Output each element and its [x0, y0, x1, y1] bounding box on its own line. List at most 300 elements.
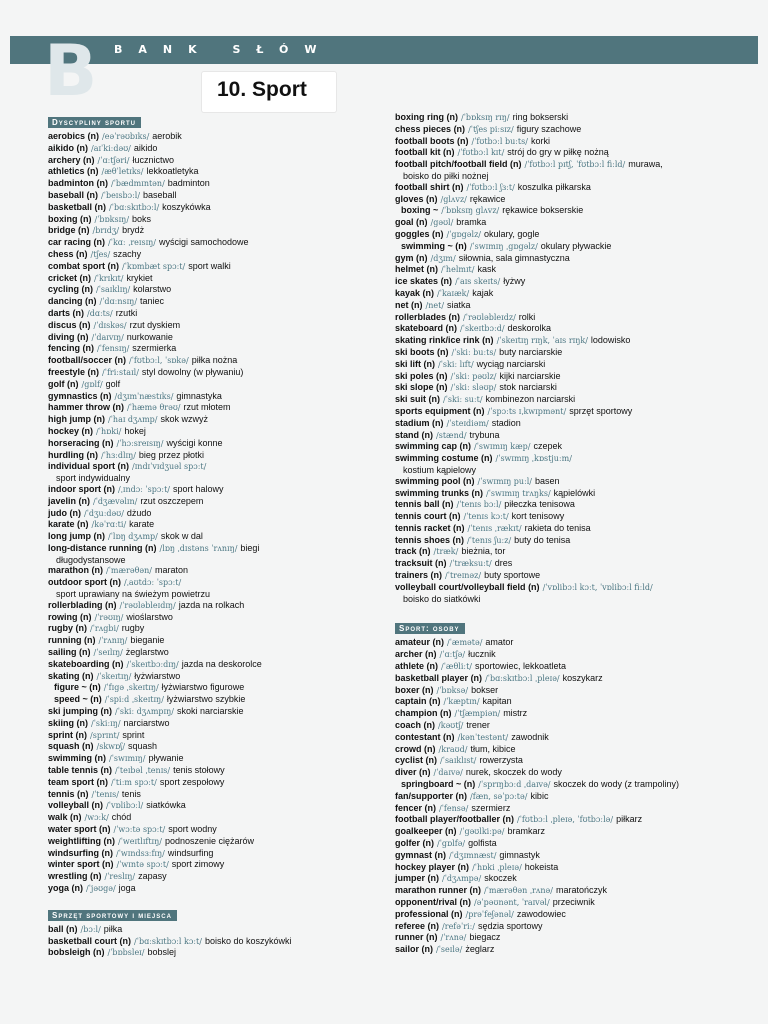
entry-part-of-speech: (n)	[445, 323, 458, 334]
entry-pronunciation: /ˈspɔːts ɪˌkwɪpmənt/	[487, 406, 567, 416]
entry-pronunciation: /net/	[425, 300, 445, 310]
entry-word: football pitch/football field	[395, 159, 508, 170]
entry-translation-continued: sport indywidualny	[56, 473, 131, 484]
entry-word: wrestling	[48, 871, 88, 882]
entry-part-of-speech: (n)	[79, 319, 91, 330]
entry-part-of-speech: (n)	[70, 812, 82, 823]
entry-part-of-speech: (n)	[442, 499, 454, 510]
entry-part-of-speech: (n)	[423, 720, 436, 731]
entry-part-of-speech: (n)	[93, 531, 106, 542]
entry-pronunciation: /ˈdɪskəs/	[93, 320, 127, 330]
entry-word: aerobics	[48, 131, 86, 141]
entry-pronunciation: /ˈkrɪkɪt/	[94, 273, 124, 283]
entry-word: football player/footballer	[395, 814, 501, 825]
vocab-entry	[48, 883, 378, 895]
entry-translation: rzut młotem	[183, 402, 231, 413]
entry-pronunciation: /ˈtenɪs ʃuːz/	[467, 535, 512, 545]
entry-pronunciation: /ˈæmətə/	[447, 638, 483, 648]
vocab-entry	[395, 335, 740, 347]
entry-translation: trener	[466, 720, 490, 731]
entry-part-of-speech: (n)	[449, 511, 461, 522]
entry-translation: skok w dal	[160, 531, 203, 542]
entry-pronunciation: /aɪˈkiːdəʊ/	[91, 143, 131, 153]
entry-pronunciation: /dʒɪmˈnæstɪks/	[114, 391, 174, 401]
entry-pronunciation: /ˈsaɪklɪŋ/	[96, 285, 131, 295]
entry-pronunciation: /fæn, səˈpɔːtə/	[470, 791, 528, 801]
entry-pronunciation: /ˌɪndɔː ˈspɔːt/	[118, 484, 170, 494]
vocab-entry	[48, 741, 378, 753]
entry-word: rugby	[48, 623, 74, 634]
entry-translation: buty do tenisa	[514, 534, 571, 545]
vocab-entry	[395, 394, 740, 406]
vocab-entry	[48, 824, 378, 836]
entry-word: fencer	[395, 802, 423, 813]
section-sprzet-continued	[395, 112, 740, 604]
entry-part-of-speech: (n)	[66, 923, 78, 934]
entry-pronunciation: /dɑːts/	[87, 308, 113, 318]
entry-pronunciation: /ˈgɒlfə/	[437, 839, 466, 849]
entry-part-of-speech: (n)	[76, 142, 89, 153]
entry-translation: biegi	[240, 542, 260, 553]
entry-pronunciation: /ˈseɪlə/	[436, 945, 463, 955]
entry-pronunciation: /dʒɪm/	[430, 253, 456, 263]
entry-translation-continued: boisko do piłki nożnej	[403, 170, 489, 181]
vocab-entry	[48, 800, 378, 812]
entry-part-of-speech: (n)	[85, 296, 97, 307]
entry-translation: lodowisko	[590, 335, 631, 346]
entry-word: bobsleigh	[48, 947, 91, 958]
entry-part-of-speech: (n)	[435, 558, 447, 569]
vocab-entry	[395, 696, 740, 708]
vocab-entry	[48, 237, 378, 249]
vocab-entry	[48, 426, 378, 438]
entry-word: skating rink/ice rink	[395, 335, 480, 346]
vocab-entry	[395, 453, 740, 465]
entry-translation: szachy	[113, 248, 142, 259]
entry-word: football boots	[395, 135, 455, 146]
entry-pronunciation: /ˈbɒksɪŋ rɪŋ/	[461, 113, 510, 122]
vocab-entry	[48, 947, 378, 959]
entry-translation: siłownia, sala gimnastyczna	[458, 252, 570, 263]
entry-part-of-speech: (n)	[453, 123, 466, 134]
entry-translation: golf	[105, 378, 121, 389]
entry-pronunciation: /ˈkæptɪn/	[443, 697, 480, 707]
vocab-entry	[48, 461, 378, 473]
entry-translation: szermierz	[471, 802, 511, 813]
entry-translation: styl dowolny (w pływaniu)	[141, 366, 244, 377]
entry-translation: aerobik	[152, 131, 182, 141]
entry-pronunciation: /eəˈrəʊbɪks/	[102, 132, 150, 141]
vocab-entry	[395, 814, 740, 826]
vocab-entry	[395, 708, 740, 720]
entry-part-of-speech: (n)	[459, 897, 472, 907]
entry-part-of-speech: (n)	[440, 276, 453, 287]
entry-word: athlete	[395, 661, 425, 672]
entry-translation: skoki narciarskie	[176, 706, 244, 717]
entry-part-of-speech: (n)	[421, 429, 434, 440]
entry-translation: żeglarstwo	[125, 647, 169, 658]
entry-part-of-speech: (n)	[87, 366, 100, 377]
entry-part-of-speech: (n)	[94, 201, 107, 212]
vocab-entry	[395, 499, 740, 511]
entry-translation: tenis	[121, 788, 141, 799]
vocab-entry	[395, 300, 740, 312]
entry-part-of-speech: (n)	[434, 849, 447, 860]
vocab-entry	[48, 848, 378, 860]
entry-word: karate	[48, 519, 75, 530]
entry-word: long jump	[48, 531, 91, 542]
entry-part-of-speech: (n)	[451, 908, 463, 919]
vocab-entry	[395, 241, 740, 253]
entry-pronunciation: /ˈbɒksə/	[436, 685, 469, 695]
vocab-entry	[48, 836, 378, 848]
vocab-entry	[395, 535, 740, 547]
entry-part-of-speech: (n)	[422, 838, 435, 849]
entry-pronunciation: /ˈbɑːskɪtbɔːl/	[109, 202, 160, 212]
entry-translation: brydż	[122, 225, 145, 236]
entry-word: gymnastics	[48, 390, 98, 401]
entry-translation: narciarstwo	[123, 717, 170, 728]
entry-translation: stok narciarski	[499, 382, 557, 393]
vocab-entry	[395, 159, 740, 171]
entry-part-of-speech: (n)	[93, 947, 105, 958]
entry-translation: piłka	[103, 923, 123, 934]
entry-word: swimming cap	[395, 441, 458, 452]
vocab-entry	[395, 312, 740, 324]
vocab-entry	[395, 359, 740, 371]
entry-pronunciation: /ˈbɒbsleɪ/	[107, 948, 145, 958]
entry-word: volleyball	[48, 800, 90, 811]
entry-pronunciation: /ˈhɜːdlɪŋ/	[101, 450, 136, 460]
vocab-entry	[48, 789, 378, 801]
entry-part-of-speech: (n)	[90, 694, 102, 705]
entry-part-of-speech: (n)	[443, 147, 455, 158]
entry-translation: sport walki	[188, 260, 231, 271]
entry-translation: rowerzysta	[479, 755, 523, 766]
entry-word: helmet	[395, 264, 425, 275]
entry-pronunciation: /ˈswɪmɪŋ/	[109, 754, 146, 764]
entry-translation: gimnastyk	[499, 849, 540, 860]
entry-part-of-speech: (n)	[102, 859, 114, 870]
vocab-entry	[395, 897, 740, 909]
entry-translation: łucznictwo	[132, 154, 174, 165]
entry-part-of-speech: (n)	[428, 394, 441, 405]
entry-pronunciation: /ˈfʊtbɔːl kɪt/	[457, 148, 505, 158]
entry-word: walk	[48, 812, 68, 823]
entry-translation: maraton	[155, 565, 189, 576]
vocab-entry	[48, 577, 378, 589]
vocab-entry	[48, 391, 378, 403]
entry-translation: buty sportowe	[484, 570, 541, 581]
entry-word: discus	[48, 319, 77, 330]
vocab-entry	[395, 558, 740, 570]
entry-pronunciation: /ˈsprɪŋbɔːd ˌdaɪvə/	[478, 780, 551, 790]
entry-part-of-speech: (n)	[75, 623, 88, 634]
vocab-entry	[395, 767, 740, 779]
entry-pronunciation: /ˈteɪbəl ˌtenɪs/	[115, 766, 171, 776]
vocab-entry	[395, 406, 740, 418]
entry-word: swimming trunks	[395, 487, 470, 498]
entry-pronunciation: /ˈmærəθən ˌrʌnə/	[484, 886, 553, 896]
vocab-entry	[395, 637, 740, 649]
entry-pronunciation: /kəʊtʃ/	[438, 721, 464, 731]
entry-part-of-speech: (n)	[83, 154, 95, 165]
entry-translation: mistrz	[503, 708, 528, 719]
entry-translation: kolarstwo	[133, 284, 172, 295]
entry-part-of-speech: (n)	[422, 287, 435, 298]
entry-part-of-speech: (n)	[75, 729, 88, 740]
vocab-entry	[48, 718, 378, 730]
entry-part-of-speech: (n)	[81, 284, 94, 295]
vocab-entry	[48, 402, 378, 414]
entry-word: springboard ~	[401, 779, 462, 790]
entry-pronunciation: /ˈjəʊgə/	[86, 884, 116, 893]
entry-pronunciation: /ˈfʊtbɔːl, ˈsɒkə/	[129, 356, 189, 366]
entry-pronunciation: /gəʊl/	[430, 218, 454, 228]
entry-word: winter sport	[48, 859, 100, 870]
vocab-entry	[48, 225, 378, 237]
entry-part-of-speech: (n)	[109, 577, 122, 588]
entry-word: speed ~	[54, 694, 88, 705]
entry-word: weightlifting	[48, 835, 101, 846]
entry-word: individual sport	[48, 461, 116, 472]
entry-translation: siatka	[447, 299, 471, 310]
entry-word: cricket	[48, 272, 78, 283]
entry-translation: nurkowanie	[126, 331, 173, 342]
entry-pronunciation: /ˈswɪmɪŋ puːl/	[477, 476, 532, 486]
entry-part-of-speech: (n)	[81, 425, 94, 436]
entry-word: rowing	[48, 611, 78, 622]
entry-pronunciation: /ˈhɒki ˌpleɪə/	[472, 862, 522, 872]
entry-word: badminton	[48, 178, 94, 189]
entry-part-of-speech: (n)	[457, 861, 470, 872]
vocab-entry	[395, 264, 740, 276]
entry-pronunciation: /ˈskiː pəʊlz/	[450, 371, 497, 381]
entry-pronunciation: /kəˈrɑːti/	[91, 520, 127, 530]
entry-pronunciation: /brɪdʒ/	[92, 226, 120, 236]
vocab-entry	[48, 600, 378, 612]
vocab-entry	[48, 635, 378, 647]
entry-part-of-speech: (n)	[93, 414, 106, 425]
vocab-entry	[395, 732, 740, 744]
entry-pronunciation: /ˈrʌnə/	[440, 933, 467, 943]
entry-word: boxer	[395, 684, 420, 695]
entry-part-of-speech: (n)	[112, 658, 124, 669]
entry-part-of-speech: (n)	[86, 189, 99, 200]
entry-translation: rugby	[121, 623, 145, 634]
entry-translation: piłeczka tenisowa	[504, 499, 575, 510]
entry-translation: gimnastyka	[176, 390, 222, 401]
vocab-entry	[395, 649, 740, 661]
entry-translation: sportowiec, lekkoatleta	[474, 661, 567, 672]
entry-pronunciation: /ˌaʊtdɔː ˈspɔːt/	[124, 578, 182, 588]
entry-word: opponent/rival	[395, 897, 458, 907]
entry-translation: buty narciarskie	[499, 346, 563, 357]
entry-pronunciation: /ˈsaɪklɪst/	[440, 756, 477, 766]
entry-pronunciation: /ˈspiːd ˌskeɪtɪŋ/	[104, 695, 164, 705]
entry-part-of-speech: (n)	[440, 708, 452, 719]
entry-translation: czepek	[533, 441, 562, 452]
entry-word: hockey player	[395, 861, 456, 872]
entry-pronunciation: /lɒŋ ˌdɪstəns ˈrʌnɪŋ/	[159, 543, 238, 553]
entry-part-of-speech: (n)	[103, 835, 116, 846]
entry-pronunciation: /ˈskiː sləʊp/	[450, 383, 497, 393]
entry-pronunciation: /ˈweɪtlɪftɪŋ/	[118, 836, 162, 846]
entry-part-of-speech: (n)	[80, 213, 92, 224]
entry-translation: kijki narciarskie	[499, 370, 561, 381]
vocab-entry	[48, 659, 378, 671]
entry-part-of-speech: (n)	[453, 522, 465, 533]
vocab-entry	[395, 909, 740, 921]
entry-translation: dres	[494, 558, 513, 569]
entry-pronunciation: /ˈtenɪs/	[91, 789, 119, 799]
entry-part-of-speech: (n)	[437, 346, 449, 357]
entry-part-of-speech: (n)	[422, 684, 434, 695]
entry-word: basketball player	[395, 672, 469, 683]
entry-part-of-speech: (n)	[69, 507, 82, 518]
entry-word: tennis ball	[395, 499, 440, 510]
entry-part-of-speech: (n)	[432, 228, 444, 239]
vocab-entry	[395, 441, 740, 453]
entry-part-of-speech: (n)	[100, 706, 113, 717]
section-osoby	[395, 637, 740, 956]
entry-translation-continued: długodystansowe	[56, 554, 126, 565]
entry-part-of-speech: (n)	[119, 935, 132, 946]
entry-pronunciation: /ˈfensɪŋ/	[97, 344, 130, 354]
entry-word: javelin	[48, 495, 77, 506]
entry-word: swimming pool	[395, 475, 461, 486]
entry-part-of-speech: (n)	[427, 920, 440, 931]
entry-translation: aikido	[133, 142, 158, 153]
entry-part-of-speech: (n)	[76, 248, 88, 259]
entry-part-of-speech: (n)	[470, 672, 483, 683]
entry-pronunciation: /ˈmærəθən/	[106, 566, 152, 576]
vocab-entry	[395, 661, 740, 673]
entry-word: kayak	[395, 287, 421, 298]
entry-pronunciation: /ˈfensə/	[439, 803, 469, 813]
entry-translation: bieganie	[130, 635, 165, 646]
vocab-entry	[395, 546, 740, 558]
entry-translation: wyścigi konne	[166, 437, 223, 448]
entry-translation: kibic	[530, 790, 549, 801]
entry-part-of-speech: (n)	[105, 599, 117, 610]
entry-word: skating	[48, 670, 80, 681]
vocab-entry	[395, 205, 740, 217]
vocab-entry	[48, 765, 378, 777]
vocab-entry	[395, 488, 740, 500]
entry-translation: skoczek do wody (z trampoliny)	[553, 779, 680, 790]
vocab-entry	[395, 862, 740, 874]
entry-word: sailing	[48, 647, 77, 658]
entry-pronunciation: /kənˈtestənt/	[457, 732, 509, 742]
vocab-entry	[395, 932, 740, 944]
entry-pronunciation: /ˈdɑːnsɪŋ/	[99, 297, 138, 307]
entry-part-of-speech: (n)	[91, 565, 104, 576]
vocab-entry	[48, 647, 378, 659]
entry-translation: jazda na rolkach	[178, 599, 245, 610]
entry-translation: kombinezon narciarski	[485, 394, 576, 405]
entry-pronunciation: /ˈrʌgbi/	[90, 624, 119, 634]
entry-word: swimming	[48, 753, 93, 764]
entry-pronunciation: /ˈtreɪnəz/	[445, 571, 482, 581]
entry-part-of-speech: (n)	[482, 335, 494, 346]
entry-word: yoga	[48, 883, 70, 893]
entry-translation: basen	[535, 475, 560, 486]
entry-word: running	[48, 635, 82, 646]
entry-word: goggles	[395, 228, 430, 239]
entry-pronunciation: /ˈskeɪtɪŋ/	[96, 671, 132, 681]
entry-word: diving	[48, 331, 75, 342]
entry-pronunciation: /ɪndɪˈvɪdʒuəl spɔːt/	[132, 462, 207, 472]
vocab-entry	[48, 166, 378, 178]
entry-part-of-speech: (n)	[76, 717, 89, 728]
vocab-entry	[48, 284, 378, 296]
entry-word: boxing ring	[395, 112, 444, 122]
entry-translation: okulary, gogle	[484, 228, 540, 239]
entry-translation: squash	[128, 741, 158, 752]
vocab-entry	[48, 296, 378, 308]
vocab-entry	[395, 873, 740, 885]
entry-pronunciation: /ˈfʊtbɔːl ˌpleɪə, ˈfʊtbɔːlə/	[517, 815, 614, 825]
vocab-entry	[48, 706, 378, 718]
entry-word: horseracing	[48, 437, 100, 448]
entry-pronunciation: /kraʊd/	[438, 744, 468, 754]
entry-translation: sprzęt sportowy	[569, 405, 633, 416]
entry-pronunciation: /ˈfʊtbɔːl ʃɜːt/	[466, 182, 515, 192]
entry-translation: bobslej	[147, 947, 176, 958]
entry-part-of-speech: (n)	[96, 776, 109, 787]
entry-translation: bramka	[456, 217, 487, 228]
entry-translation: sport wodny	[168, 824, 217, 835]
vocab-entry	[395, 755, 740, 767]
entry-translation: łyżwiarstwo figurowe	[161, 682, 245, 693]
entry-word: ski lift	[395, 358, 422, 369]
entry-pronunciation: /ˈdʒʌmpə/	[442, 874, 482, 884]
entry-translation: trybuna	[469, 429, 500, 440]
vocab-entry	[48, 484, 378, 496]
entry-pronunciation: /ˈrəʊləbleɪdz/	[463, 312, 516, 322]
entry-translation: rzut dyskiem	[129, 319, 181, 330]
vocab-entry	[48, 131, 378, 143]
vocab-entry	[395, 182, 740, 194]
entry-part-of-speech: (n)	[446, 112, 459, 122]
entry-translation: tenis stołowy	[173, 765, 225, 776]
section-sprzet	[48, 924, 378, 959]
entry-translation: bokser	[471, 684, 499, 695]
entry-translation: zawodowiec	[516, 908, 566, 919]
entry-pronunciation: /ˈhɒki/	[96, 426, 122, 436]
entry-translation: kąpielówki	[553, 487, 596, 498]
entry-translation: baseball	[143, 189, 177, 200]
entry-pronunciation: /ˈvɒlibɔːl kɔːt, ˈvɒlibɔːl fiːld/	[542, 582, 653, 592]
entry-part-of-speech: (n)	[79, 647, 91, 658]
entry-word: sailor	[395, 944, 420, 955]
entry-pronunciation: /ˈɑːtʃə/	[439, 650, 466, 660]
entry-translation: podnoszenie ciężarów	[164, 835, 255, 846]
vocab-entry	[395, 217, 740, 229]
entry-word: swimming ~	[401, 240, 453, 251]
entry-pronunciation: /ˈkɒmbæt spɔːt/	[122, 261, 186, 271]
entry-word: cycling	[48, 284, 80, 295]
entry-word: tennis	[48, 788, 75, 799]
entry-pronunciation: /ˈæθliːt/	[441, 662, 472, 672]
entry-word: football/soccer	[48, 355, 113, 366]
entry-word: basketball	[48, 201, 93, 212]
vocab-entry	[48, 753, 378, 765]
entry-pronunciation: /ˈkɑː ˌreɪsɪŋ/	[108, 238, 156, 248]
entry-pronunciation: /sprɪnt/	[90, 730, 120, 740]
entry-word: tennis court	[395, 511, 447, 522]
